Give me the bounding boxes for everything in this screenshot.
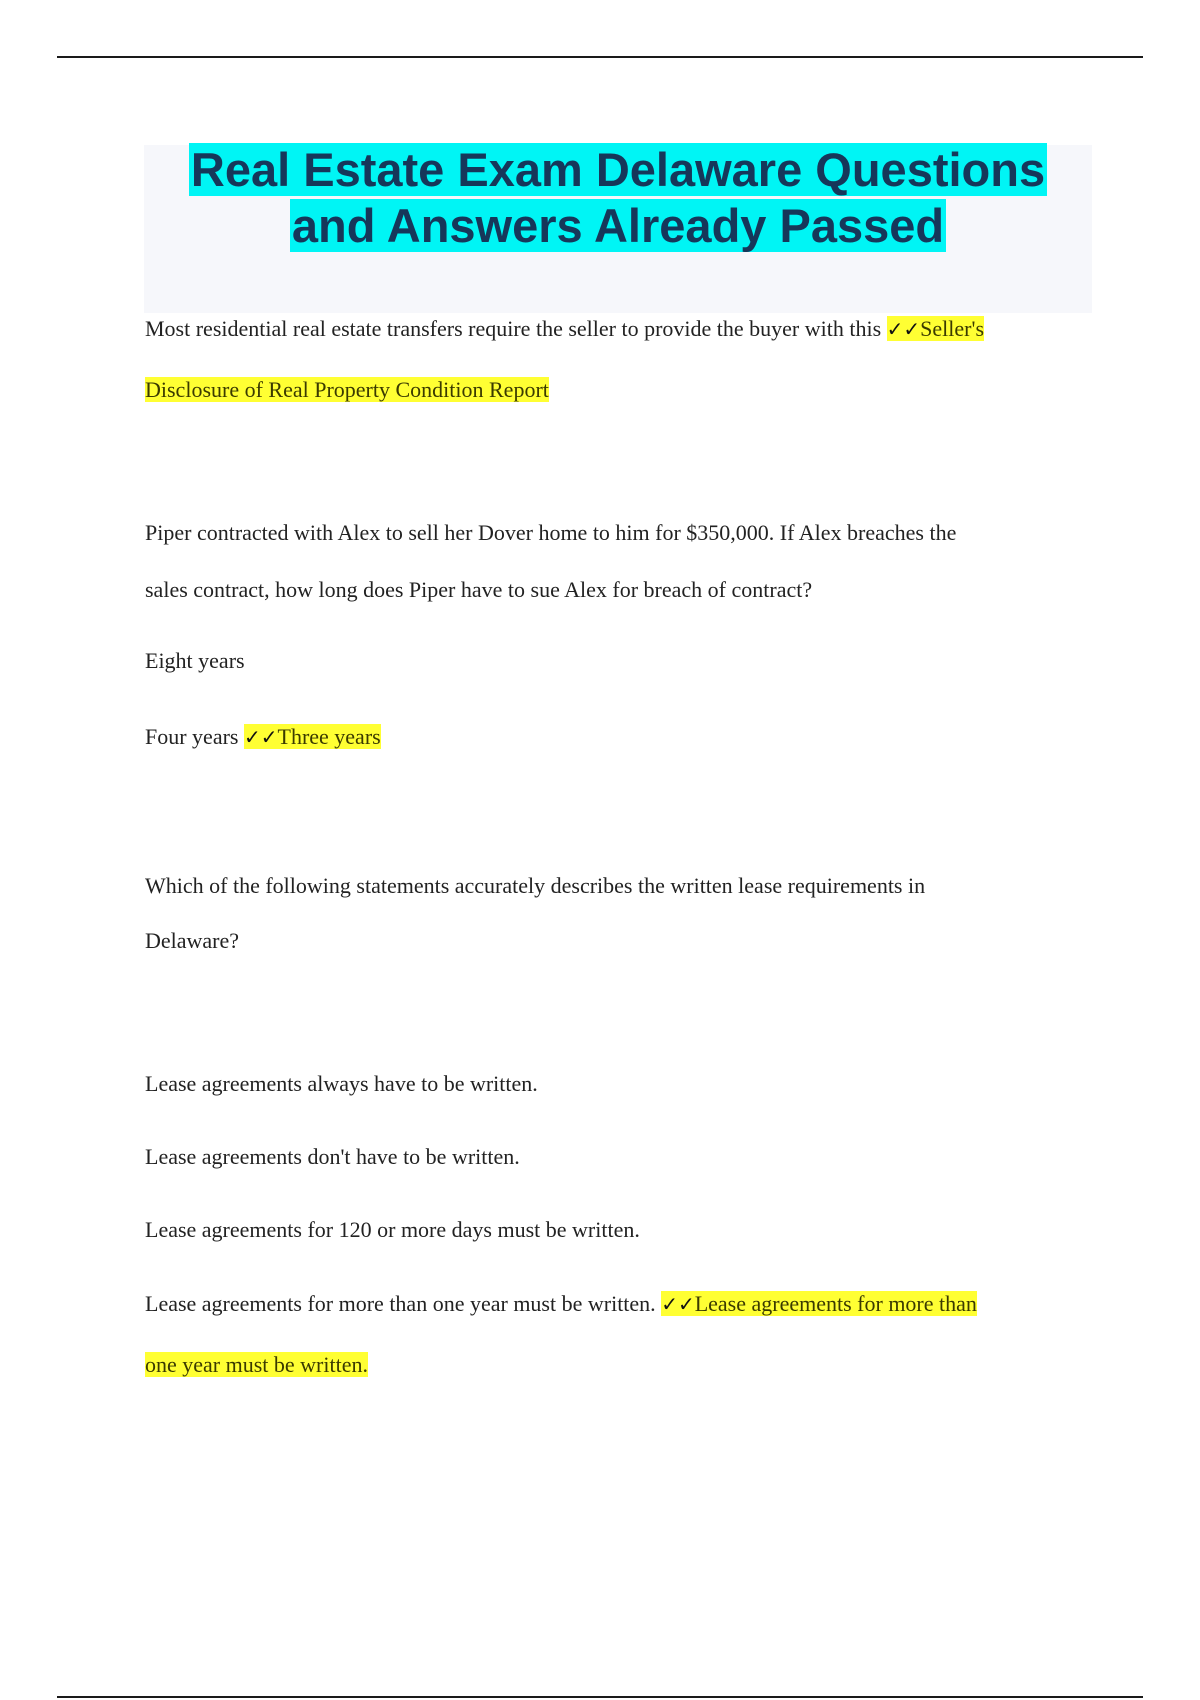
question-3-option-2: Lease agreements don't have to be written.: [145, 1144, 520, 1169]
question-1-answer-highlight: [887, 316, 984, 341]
question-2-answer-highlight: [244, 724, 381, 749]
question-3-option-1: Lease agreements always have to be written.: [145, 1071, 538, 1096]
question-3-option-4: Lease agreements for more than one year must be written. ✓✓Lease agreements for more than: [145, 1291, 977, 1316]
bottom-rule: [57, 1696, 1143, 1698]
question-1-line-1: Most residential real estate transfers require the seller to provide the buyer with this ✓✓Seller's: [145, 316, 985, 341]
top-rule: [57, 56, 1143, 58]
question-3-answer-highlight: [661, 1291, 977, 1316]
document-title: [144, 142, 1092, 254]
question-2-option-1: Eight years: [145, 648, 245, 673]
question-1-answer-part-1: Seller's: [920, 316, 985, 341]
question-2-option-2: Four years ✓✓Three years: [145, 724, 381, 749]
question-3-line-1: Which of the following statements accurately describes the written lease requirements in: [145, 873, 926, 898]
question-2-line-2: sales contract, how long does Piper have to sue Alex for breach of contract?: [145, 577, 813, 602]
question-1-answer-part-2: Disclosure of Real Property Condition Report: [145, 377, 549, 402]
question-3-answer-part-2: one year must be written.: [145, 1352, 368, 1377]
question-2-line-1: Piper contracted with Alex to sell her Dover home to him for $350,000. If Alex breaches the: [145, 520, 957, 545]
double-check-icon: ✓✓: [886, 317, 921, 341]
title-line-2: and Answers Already Passed: [291, 199, 945, 252]
question-3-answer-line-2: [145, 1350, 368, 1380]
double-check-icon: ✓✓: [243, 725, 278, 749]
title-line-1: Real Estate Exam Delaware Questions: [190, 143, 1046, 196]
question-3-answer-part-1: Lease agreements for more than: [694, 1291, 977, 1316]
question-1-line-2: [145, 375, 549, 405]
double-check-icon: ✓✓: [661, 1292, 695, 1316]
question-3-line-2: Delaware?: [145, 928, 240, 953]
question-2-answer: Three years: [277, 724, 381, 749]
question-3-option-3: Lease agreements for 120 or more days must be written.: [145, 1217, 640, 1242]
